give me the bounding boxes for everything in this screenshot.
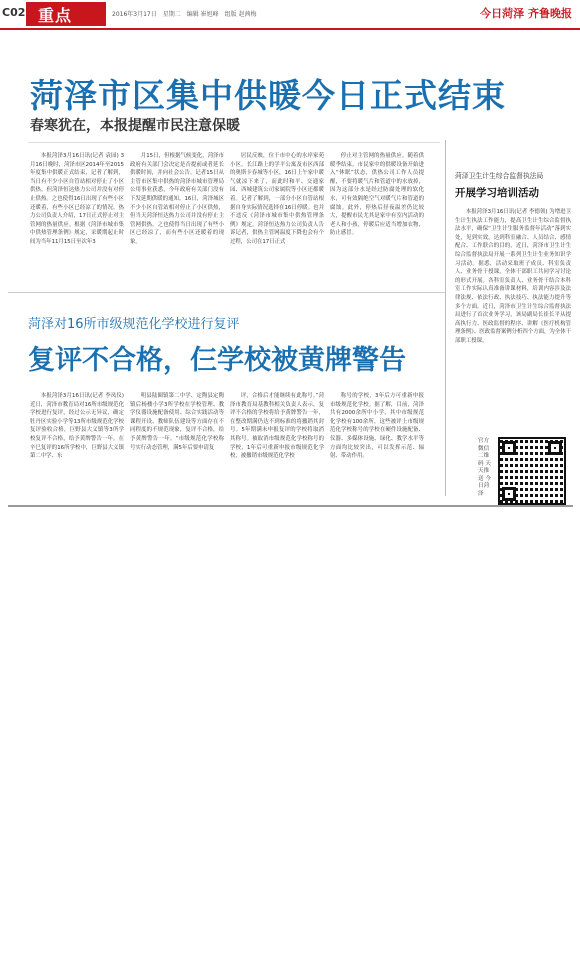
issue-meta: 2016年3月17日 星期二 编辑 崔旭峰 组版 赵茜梅 — [112, 11, 257, 18]
paragraph: 评，合格后才能继续有此称号。”菏泽市教育局基教科相关负责人表示，复评不合格的学校将给予黄牌警告一年，在整改期满仍达不到标准的将撤销其封号。5年期满未申报复评的学校将取消其称号。被取消市级规范化学校称号的学校，1年后可重新申报市级规范化学校，被撤销市级规范化学校 — [230, 393, 324, 460]
sidebar-body — [455, 208, 571, 430]
masthead-logo: 今日菏泽 齐鲁晚报 — [480, 7, 572, 20]
paragraph: 本报菏泽3月16日讯(记者 李德领) 为增进卫生计生执法工作能力，提高卫生计生综合监督执法水平，确保“卫生计生服务监督年活动”落到实处，见到实效，达到科室融合、人员结合、感情配合、工作联合的目的，近日，菏泽市卫生计生综合监督执法局开展一系列卫生计生业务知识学习活动。据悉，活动采取班子成员、科室负责人、业务骨干授课，全体干部职工共同学习讨论的形式开展。各科室负责人、业务骨干结合本科室工作实际认真准备讲课材料，培训内容涉及法律法规、依法行政、执法技巧、执法能力提升等多个方面。近日，菏泽市卫生计生综合监督执法局进行了首次业务学习，该局副局长崔长平从提高执行力、医政监督的程序、讲解《医疗机构管理条例》、医政监督案例分析四个方面，为全体干部职工授课。 — [455, 209, 571, 344]
qr-finder-pattern — [502, 441, 516, 455]
article1-column-4 — [330, 152, 424, 280]
article2-column-3 — [230, 392, 324, 496]
divider — [8, 292, 445, 293]
paragraph: 明县陆圈镇第二中学、定陶县定陶镇后杨楼小学3所学校在学校管理、教学仪器设施配备使用、综合实践活动等课程开设、教师队伍建设等方面存在不同程度的不规范现象，复评不合格，给予黄牌警告一年。“市级规范化学校称号实行动态管理，满5年后要申请复 — [130, 393, 224, 451]
article1-column-1 — [30, 152, 124, 280]
article1-column-2 — [130, 152, 224, 280]
paragraph: 停止对主管网的热量供应。随着供暖季结束，市民家中的供暖设备开始进入“休眠”状态，供热公司工作人员提醒，不要将暖气片和管道中的水放掉，因为这部分水是经过防腐处理的软化水，可有效隔绝空气对暖气片和管道的腐蚀。此外，停热后昼夜温差仍比较大，提醒市民尤其是家中有室内活动的老人和小孩，停暖后应适当增加衣物，防止感冒。 — [330, 153, 424, 237]
paragraph: 称号的学校，3年后方可重新申报市级规范化学校。据了解，目前，菏泽共有2000余所中小学，其中市级规范化学校有100余所，这些被评上市级规范化学校称号的学校在硬件设施配备、仪器、多媒体设施、绿化、教学水平等方面均比较突出，可以发挥示范、辐射、带动作用。 — [330, 393, 424, 460]
sidebar-kicker: 菏泽卫生计生综合监督执法局 — [455, 172, 544, 180]
paragraph: 本报菏泽3月16日讯(记者 李凤仪) 近日，菏泽市教育局对16所市级规范化学校进行复评，经过公示无异议，确定牡丹区实验小学等13所市级规范化学校复评验收合格，巨野县大义镇等3所学校复评不合格，给予黄牌警告一年。在辛巳复评的16所学校中，巨野县大义镇第二中学、东 — [30, 393, 124, 460]
article2-headline: 复评不合格，仨学校被黄牌警告 — [28, 345, 406, 376]
article2-column-2 — [130, 392, 224, 496]
sidebar-divider — [445, 140, 446, 496]
sidebar-title: 开展学习培训活动 — [455, 187, 539, 199]
bottom-divider — [8, 505, 573, 507]
divider — [28, 142, 440, 143]
article1-headline: 菏泽市区集中供暖今日正式结束 — [30, 76, 506, 115]
paragraph: 本报菏泽3月16日讯(记者 袁园) 3月16日晚时，菏泽市区2014年至2015年度集中供暖正式结束，记者了解到，当日有不少小区自管站相对停止了小区供热，但菏泽恒达热力公司并没有对停止供热。之也使得16日出现了有些小区还暖着，有些小区已经凉了的情况。热力公司负责人介绍，17日正式停止对主管网的热量供应。根据《菏泽市城市集中供热管理条例》规定，采暖期起止时间为当年11月15日至次年3 — [30, 153, 124, 245]
paragraph: 月15日，但根据气候变化，菏泽市政府有关部门会决定是否提前或者延长供暖时间，并向社会公告。记者15日从主管市区集中供热的菏泽市城市管理局公用事业获悉，今年政府有关部门没有下发延期供暖的通知。16日，菏泽城区不少小区自管站相对停止了小区供热，但当天菏泽恒达热力公司并没有停止主管网供热，之也使得当日出现了有些小区已经凉了，而有些小区还暖着的现象。 — [130, 153, 224, 245]
page-code: C02 — [2, 6, 26, 19]
article1-column-3 — [230, 152, 324, 280]
article2-column-1 — [30, 392, 124, 496]
paragraph: 居民反映，位于市中心的水岸家苑小区，长江路上的学平公寓及市区西部的奥斯卡春城等小区，16日上午家中暖气就凉下来了，而此时和平、交通家园、西城建筑公司家属院等小区还都暖着。记者了解到，一部分小区自管站根据自身实际情况选择在16日停暖。也并不违反《菏泽市城市集中供热管理条例》规定。菏泽恒达热力公司负责人告诉记者，供热主管网温度下降也会有个过程，公司在17日正式 — [230, 153, 324, 245]
article1-subhead: 春寒犹在，本报提醒市民注意保暖 — [30, 118, 240, 134]
article2-column-4 — [330, 392, 424, 496]
article2-pre-headline: 菏泽对16所市级规范化学校进行复评 — [28, 317, 240, 332]
qr-finder-pattern — [548, 441, 562, 455]
qr-finder-pattern — [502, 487, 516, 501]
qr-caption: 官方微信二维码 天天推送 今日菏泽 — [478, 438, 491, 497]
section-label: 重点 — [38, 6, 73, 25]
qr-code-icon — [498, 437, 566, 505]
